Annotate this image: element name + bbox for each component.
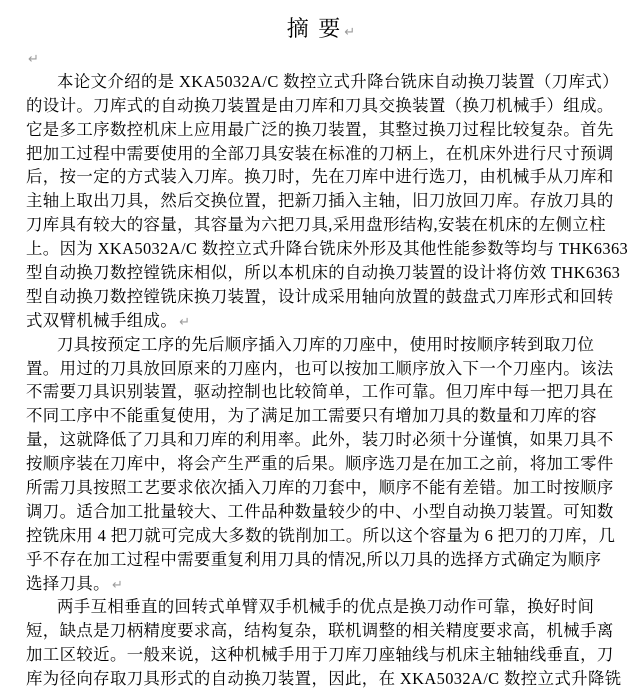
line-text: 刀库具有较大的容量，其容量为六把刀具,采用盘形结构,安装在机床的左侧立柱: [26, 215, 606, 235]
text-line: [26, 380, 620, 404]
text-line: [26, 572, 620, 596]
text-line: [26, 452, 620, 476]
line-text: 本论文介绍的是 XKA5032A/C 数控立式升降台铣床自动换刀装置（刀库式）: [57, 71, 619, 91]
line-text: 式双臂机械手组成。: [26, 310, 178, 330]
text-line: [26, 404, 620, 428]
text-line: [26, 142, 620, 166]
line-text: 型自动换刀数控镗铣床换刀装置，设计成采用轴向放置的鼓盘式刀库形式和回转: [26, 286, 614, 306]
text-line: [26, 165, 620, 189]
line-text: 把加工过程中需要使用的全部刀具安装在标准的刀柄上，在机床外进行尺寸预调: [26, 143, 614, 163]
text-line: [26, 213, 620, 237]
text-line: [26, 643, 620, 667]
text-line: [26, 476, 620, 500]
pilcrow-icon: ↵: [179, 314, 191, 330]
line-text: 主轴上取出刀具，然后交换位置，把新刀插入主轴，旧刀放回刀库。存放刀具的: [26, 191, 614, 211]
line-text: 所需刀具按照工艺要求依次插入刀库的刀套中，顺序不能有差错。加工时按顺序: [26, 478, 614, 498]
line-text: 不同工序中不能重复使用，为了满足加工需要只有增加刀具的数量和刀库的容: [26, 406, 597, 426]
text-line: [26, 667, 620, 691]
text-line: [26, 524, 620, 548]
page-title: 摘 要: [286, 16, 343, 41]
line-text: 短，缺点是刀柄精度要求高，结构复杂，联机调整的相关精度要求高，机械手离: [26, 621, 614, 641]
line-text: 加工区较近。一般来说，这种机械手用于刀库刀座轴线与机床主轴轴线垂直，刀: [26, 645, 614, 665]
text-line: [26, 333, 620, 357]
abstract-body: [0, 46, 642, 691]
line-text: 两手互相垂直的回转式单臂双手机械手的优点是换刀动作可靠，换好时间: [57, 597, 595, 617]
paragraph-container: [26, 70, 629, 691]
line-text: 乎不存在加工过程中需要重复利用刀具的情况,所以刀具的选择方式确定为顺序: [26, 549, 602, 569]
pilcrow-icon: ↵: [344, 25, 356, 40]
line-text: 选择刀具。: [26, 573, 110, 593]
text-line: [26, 619, 620, 643]
line-text: 按顺序装在刀库中，将会产生严重的后果。顺序选刀是在加工之前，将加工零件: [26, 454, 614, 474]
text-line: [26, 118, 620, 142]
text-line: [26, 237, 629, 261]
line-text: 上。因为 XKA5032A/C 数控立式升降台铣床外形及其他性能参数等均与 THK6363: [26, 239, 629, 259]
text-line: [26, 261, 620, 285]
line-text: 它是多工序数控机床上应用最广泛的换刀装置，其整过换刀过程比较复杂。首先: [26, 119, 614, 139]
line-text: 不需要刀具识别装置，驱动控制也比较简单，工作可靠。但刀库中每一把刀具在: [26, 382, 614, 402]
text-line: [26, 428, 620, 452]
text-line: [26, 94, 620, 118]
text-line: [26, 548, 620, 572]
text-line: [26, 309, 620, 333]
text-line: [26, 595, 620, 619]
text-line: [26, 285, 620, 309]
title-row: [0, 0, 642, 46]
line-text: 的设计。刀库式的自动换刀装置是由刀库和刀具交换装置（换刀机械手）组成。: [26, 95, 614, 115]
pilcrow-icon: ↵: [111, 577, 123, 593]
line-text: 型自动换刀数控镗铣床相似，所以本机床的自动换刀装置的设计将仿效 THK6363: [26, 263, 621, 283]
line-text: 后，按一定的方式装入刀库。换刀时，先在刀库中进行选刀，由机械手从刀库和: [26, 167, 614, 187]
text-line: [26, 189, 620, 213]
line-text: 调刀。适合加工批量较大、工件品种数量较少的中、小型自动换刀装置。可知数: [26, 501, 614, 521]
text-line: [26, 500, 620, 524]
text-line: [26, 357, 620, 381]
line-text: 量，这就降低了刀具和刀库的利用率。此外，装刀时必须十分谨慎，如果刀具不: [26, 430, 614, 450]
line-text: 刀具按预定工序的先后顺序插入刀库的刀座中，使用时按顺序转到取刀位: [57, 334, 595, 354]
line-text: 库为径向存取刀具形式的自动换刀装置，因此，在 XKA5032A/C 数控立式升降铣: [26, 669, 622, 689]
line-text: 控铣床用 4 把刀就可完成大多数的铣削加工。所以这个容量为 6 把刀的刀库，几: [26, 525, 616, 545]
text-line: [26, 70, 620, 94]
pilcrow-icon: ↵: [28, 52, 39, 67]
line-text: 置。用过的刀具放回原来的刀座内，也可以按加工顺序放入下一个刀座内。该法: [26, 358, 614, 378]
